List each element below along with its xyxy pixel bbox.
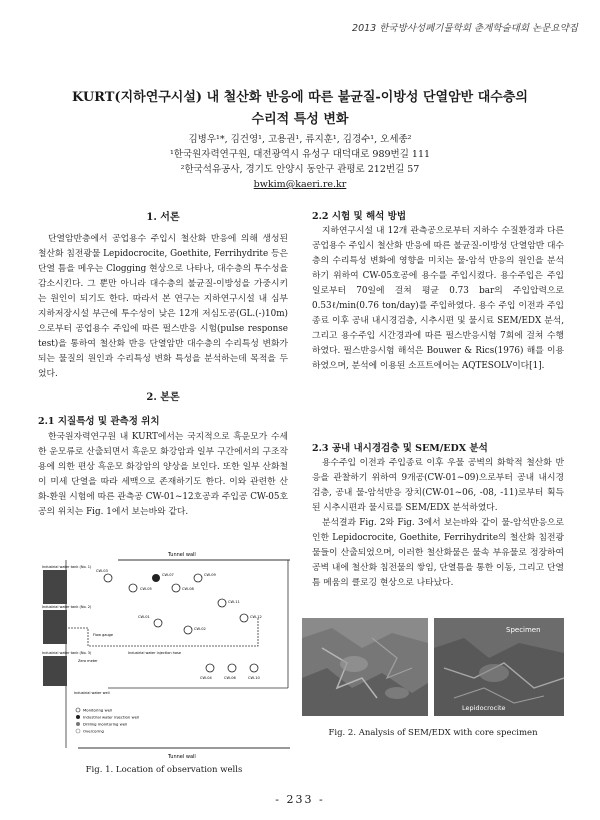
subsection-heading-2-1: 2.1 지질특성 및 관측정 위치 — [38, 416, 160, 427]
well-marker — [194, 574, 202, 582]
figure-2-sem-image-right — [434, 618, 564, 716]
well-label: CW-09 — [204, 573, 216, 577]
water-well-label: Industrial water well — [74, 691, 110, 695]
well-label: CW-08 — [182, 587, 194, 591]
page-number: - 233 - — [275, 793, 325, 806]
paper-title-line2: 수리적 특성 변화 — [251, 112, 349, 127]
author-block — [120, 132, 480, 192]
flow-gauge-label: Flow gauge — [93, 633, 114, 637]
well-marker — [218, 599, 226, 607]
well-label: CW-02 — [194, 627, 206, 631]
legend-overcoring: Overcoring — [83, 728, 104, 734]
figure-1-caption: Fig. 1. Location of observation wells — [85, 765, 243, 775]
paper-title — [40, 87, 560, 131]
legend-injection-well: Industrial water injection well — [83, 714, 140, 720]
water-tank-2 — [43, 610, 67, 644]
well-marker — [172, 584, 180, 592]
figure-1-legend — [76, 708, 139, 734]
section-2-3-text-1: 용수주입 이전과 주입종료 이후 우물 공벽의 화학적 철산화 반응을 관찰하기 위하여 9개공(CW-01~09)으로부터 공내 내시경검층, 공내 물-암석반응 장치(CW-01~06, -08, -11)로부터 획득된 시추시편과 물시료를 SEM/EDX 분석하였다. — [312, 458, 564, 513]
sem-label-specimen: Specimen — [506, 626, 541, 634]
figure-2-caption: Fig. 2. Analysis of SEM/EDX with core specimen — [328, 728, 538, 738]
well-marker — [250, 664, 258, 672]
well-marker — [104, 574, 112, 582]
author-email[interactable]: bwkim@kaeri.re.kr — [253, 179, 347, 190]
injection-hose-label: Industrial water injection hose — [128, 651, 182, 655]
figure-1-diagram — [38, 548, 290, 760]
subsection-heading-2-3: 2.3 공내 내시경검층 및 SEM/EDX 분석 — [312, 443, 488, 454]
tank-2-label: Industrial water tank (No. 2) — [42, 605, 92, 609]
water-tank-1 — [43, 570, 67, 604]
well-label: CW-10 — [248, 676, 260, 680]
monitoring-wells — [104, 574, 258, 672]
section-heading-body: 2. 본론 — [146, 392, 180, 403]
well-marker — [184, 626, 192, 634]
well-label: CW-03 — [96, 569, 108, 573]
well-label: CW-12 — [250, 615, 262, 619]
section-2-3-text-2: 분석결과 Fig. 2와 Fig. 3에서 보는바와 같이 물-암석반응으로 인한 Lepidocrocite, Goethite, Ferrihydrite의 철산화 침전광물들이 산출되었으며, 이러한 철산화물은 물속 부유물로 정장하여 공벽 내에 철산화 침전물의 쌓임, 단열틈을 통한 이동, 그리고 단열틈 메움의 클로깅 현상으로 나타났다. — [312, 518, 564, 588]
injection-well-marker — [152, 574, 160, 582]
section-2-2-text: 지하연구시설 내 12개 관측공으로부터 지하수 수질환경과 다른 공업용수 주입시 철산화 반응에 따른 불균질-이방성 단열암반 대수층의 수리특성 변화에 영향을 미치는 물-암석 반응의 원인을 분석하기 위하여 CW-05호공에 용수를 주입시켰다. 용수주입은 주입일로부터 70일에 걸쳐 평균 0.73 bar의 주입압력으로 0.53ℓ/min(0.76 ton/day)를 주입하였다. 용수 주입 이전과 주입종료 이후 공내 내시경검층, 시추시편 및 물시료 SEM/EDX 분석, 그리고 용수주입 시간경과에 따른 펄스반응시험 7회에 걸쳐 수행하였다. 펄스반응시험 해석은 Bouwer & Rics(1976) 해를 이용하였으며, 분석에 이용된 소프트에어는 AQTESOLV이다[1]. — [312, 226, 564, 371]
tank-1-label: Industrial water tank (No. 1) — [42, 565, 92, 569]
well-label: CW-06 — [224, 676, 236, 680]
sem-label-lepidocrocite: Lepidocrocite — [462, 704, 506, 712]
section-2-1-paragraph — [38, 430, 288, 520]
well-label: CW-01 — [138, 615, 150, 619]
paper-title-line1: KURT(지하연구시설) 내 철산화 반응에 따른 불균질-이방성 단열암반 대수층의 — [72, 90, 528, 105]
well-marker — [206, 664, 214, 672]
zero-meter-label: Zero meter — [78, 659, 98, 663]
section-2-2-paragraph — [312, 224, 564, 374]
section-heading-intro: 1. 서론 — [146, 212, 180, 223]
tunnel-wall-bottom-label: Tunnel wall — [168, 754, 196, 760]
legend-monitoring-well: Monitoring well — [83, 707, 113, 713]
well-label: CW-11 — [228, 600, 240, 604]
running-head: 2013 한국방사성폐기물학회 춘계학술대회 논문요약집 — [352, 23, 578, 34]
well-label: CW-07 — [162, 573, 174, 577]
subsection-heading-2-2: 2.2 시험 및 해석 방법 — [312, 211, 406, 222]
figure-2-sem-image-left — [302, 618, 428, 716]
tank-3-label: Industrial water tank (No. 3) — [42, 651, 92, 655]
section-2-1-text: 한국원자력연구원 내 KURT에서는 국지적으로 흑운모가 수세한 운모류로 산출되면서 흑운모 화강암과 일부 구간에서의 구조작용에 의한 편상 흑운모 화강암의 양상을 보인다. 또한 일부 산화철이 미세 단열을 따라 세맥으로 존재하기도 한다. 이와 관련한 산화-환원 시험에 따른 관측공 CW-01~12호공과 주입공 CW-05호공의 위치는 Fig. 1에서 보는바와 같다. — [38, 432, 288, 517]
affiliation-1: ¹한국원자력연구원, 대전광역시 유성구 대덕대로 989번길 111 — [169, 149, 431, 160]
well-label: CW-05 — [140, 587, 152, 591]
well-label: CW-04 — [200, 676, 212, 680]
well-marker — [228, 664, 236, 672]
well-marker — [129, 584, 137, 592]
section-2-3-paragraph — [312, 456, 564, 591]
affiliation-2: ²한국석유공사, 경기도 안양시 동안구 관평로 212번길 57 — [180, 164, 420, 175]
legend-drilling-well: Drilling monitoring well — [83, 721, 128, 727]
author-names: 김병우¹*, 김건영¹, 고용권¹, 류지훈¹, 김경수¹, 오세종² — [188, 134, 412, 145]
tunnel-wall-top-label: Tunnel wall — [168, 552, 196, 558]
well-marker — [240, 614, 248, 622]
water-tank-3 — [43, 656, 67, 686]
well-marker — [154, 619, 162, 627]
intro-paragraph — [38, 232, 288, 382]
intro-text: 단열암반층에서 공업용수 주입시 철산화 반응에 의해 생성된 철산화 침전광물 Lepidocrocite, Goethite, Ferrihydrite 등은 단열 틈을 메우는 Clogging 현상으로 나타나, 대수층의 투수성을 감소시킨다. 그 뿐만 아니라 대수층의 불균질-이방성을 가중시키는 원인이 되기도 한다. 따라서 본 연구는 지하연구시설 내 심부 지하저장시설 부근에 투수성이 낮은 12개 저심도공(GL.(-)10m)으로부터 공업용수 주입에 따른 펄스반응 시험(pulse response test)을 통하여 철산화 반응 단열암반 대수층의 수리특성 변화가 되는 물질의 원인과 수리특성 변화 특성을 분석하는데 목적을 두었다. — [38, 234, 288, 379]
